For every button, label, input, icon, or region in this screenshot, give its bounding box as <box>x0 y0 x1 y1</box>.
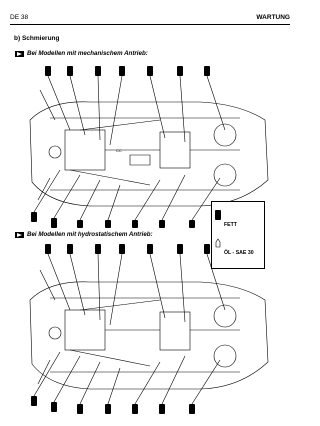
diagram-label-cc: CC <box>116 148 122 153</box>
model-heading-hydrostatic-text: Bei Modellen mit hydrostatischem Antrieb: <box>27 231 153 238</box>
arrow-icon <box>15 51 24 57</box>
legend-oil: ÖL - SAE 30 <box>224 250 254 256</box>
model-heading-hydrostatic <box>15 231 153 238</box>
page-number: DE 38 <box>10 14 29 21</box>
model-heading-mechanical-text: Bei Modellen mit mechanischem Antrieb: <box>27 50 148 57</box>
section-title: b) Schmierung <box>14 35 60 42</box>
legend-grease: FETT <box>224 222 237 228</box>
header-rule <box>10 24 290 25</box>
model-heading-mechanical <box>15 50 148 57</box>
arrow-icon <box>15 232 24 238</box>
lubrication-diagram-hydrostatic <box>10 238 280 418</box>
page-header <box>10 14 290 26</box>
chapter-title: WARTUNG <box>256 14 290 21</box>
grease-gun-icon <box>215 210 221 220</box>
